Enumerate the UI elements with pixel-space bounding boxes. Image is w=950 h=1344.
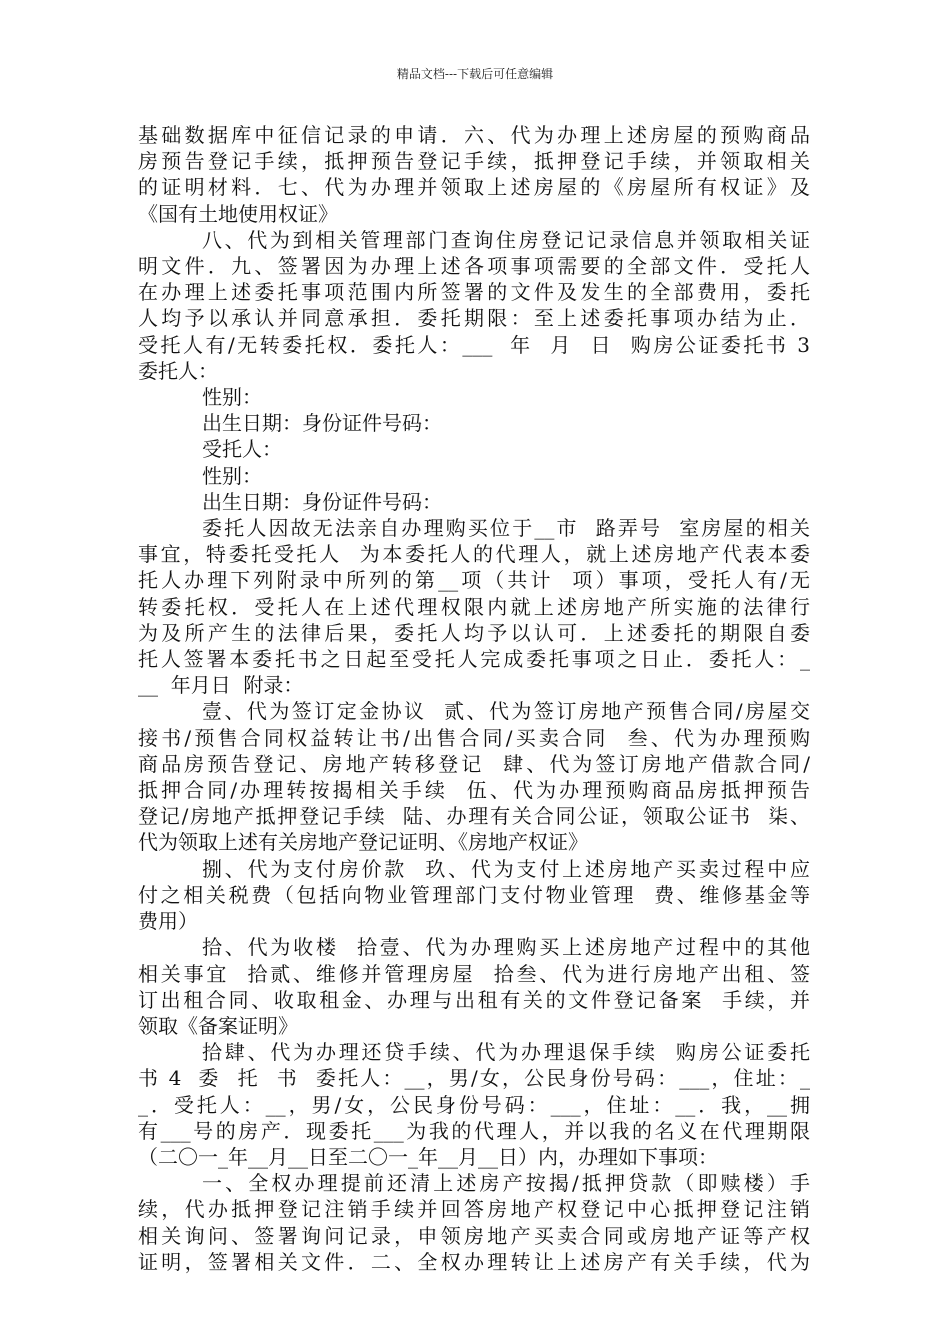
form-field-line: 性别： [202, 385, 262, 410]
text-line: 房预告登记手续，抵押预告登记手续，抵押登记手续，并领取相关 [138, 149, 810, 174]
text-line: （二〇一_年__月__日至二〇一_年__月__日）内，办理如下事项： [138, 1144, 718, 1169]
paragraph-start-line: 壹、代为签订定金协议 贰、代为签订房地产预售合同/房屋交 [202, 699, 810, 724]
text-line: 抵押合同/办理转按揭相关手续 伍、代为办理预购商品房抵押预告 [138, 778, 810, 803]
form-field-line: 出生日期：身份证件号码： [202, 411, 442, 436]
form-field-line: 性别： [202, 463, 262, 488]
text-line: 在办理上述委托事项范围内所签署的文件及发生的全部费用，委托 [138, 280, 810, 305]
text-line: 费用） [138, 909, 198, 934]
text-line: 基础数据库中征信记录的申请．六、代为办理上述房屋的预购商品 [138, 123, 810, 147]
text-line: 付之相关税费（包括向物业管理部门支付物业管理 费、维修基金等 [138, 882, 810, 907]
document-body [138, 122, 810, 1275]
text-line: 领取《备案证明》 [138, 1013, 298, 1038]
page-header: 精品文档---下载后可任意编辑 [396, 67, 554, 81]
text-line: 受托人有/无转委托权．委托人：___ 年 月 日 购房公证委托书 3 [138, 332, 810, 357]
text-line: 《国有土地使用权证》 [138, 201, 338, 226]
text-line: __ 年月日 附录： [138, 673, 304, 698]
text-line: 书 4 委 托 书 委托人：__，男/女，公民身份号码：___，住址：_ [138, 1066, 810, 1091]
paragraph-start-line: 八、代为到相关管理部门查询住房登记记录信息并领取相关证 [202, 227, 810, 252]
text-line: 续，代办抵押登记注销手续并回答房地产权登记中心抵押登记注销 [138, 1197, 810, 1222]
paragraph-start-line: 拾、代为收楼 拾壹、代为办理购买上述房地产过程中的其他 [202, 935, 810, 960]
text-line: 接书/预售合同权益转让书/出售合同/买卖合同 叁、代为办理预购 [138, 725, 810, 750]
text-line: 托人签署本委托书之日起至受托人完成委托事项之日止．委托人：_ [138, 647, 810, 672]
text-line: 订出租合同、收取租金、办理与出租有关的文件登记备案 手续，并 [138, 987, 810, 1012]
paragraph-start-line: 捌、代为支付房价款 玖、代为支付上述房地产买卖过程中应 [202, 856, 810, 881]
paragraph-start-line: 一、全权办理提前还清上述房产按揭/抵押贷款（即赎楼）手 [202, 1171, 810, 1196]
text-line: 人均予以承认并同意承担．委托期限：至上述委托事项办结为止． [138, 306, 810, 331]
text-line: 明文件．九、签署因为办理上述各项事项需要的全部文件．受托人 [138, 254, 810, 279]
text-line: 证明，签署相关文件．二、全权办理转让上述房产有关手续，代为 [138, 1249, 810, 1274]
paragraph-start-line: 拾肆、代为办理还贷手续、代为办理退保手续 购房公证委托 [202, 1040, 810, 1065]
text-line: _．受托人：__，男/女，公民身份号码：___，住址：__．我，__拥 [138, 1092, 810, 1117]
text-line: 登记/房地产抵押登记手续 陆、办理有关合同公证，领取公证书 柒、 [138, 804, 810, 829]
form-field-line: 受托人： [202, 437, 282, 462]
text-line: 托人办理下列附录中所列的第__项（共计 项）事项，受托人有/无 [138, 568, 810, 593]
form-field-line: 出生日期：身份证件号码： [202, 489, 442, 514]
text-line: 有___号的房产．现委托___为我的代理人，并以我的名义在代理期限 [138, 1118, 810, 1143]
text-line: 的证明材料．七、代为办理并领取上述房屋的《房屋所有权证》及 [138, 175, 810, 200]
paragraph-start-line: 委托人因故无法亲自办理购买位于__市 路弄号 室房屋的相关 [202, 516, 810, 541]
text-line: 转委托权．受托人在上述代理权限内就上述房地产所实施的法律行 [138, 594, 810, 619]
text-line: 为及所产生的法律后果，委托人均予以认可．上述委托的期限自委 [138, 620, 810, 645]
text-line: 相关询问、签署询问记录，申领房地产买卖合同或房地产证等产权 [138, 1223, 810, 1248]
text-line: 事宜，特委托受托人 为本委托人的代理人，就上述房地产代表本委 [138, 542, 810, 567]
text-line: 相关事宜 拾贰、维修并管理房屋 拾叁、代为进行房地产出租、签 [138, 961, 810, 986]
text-line: 商品房预告登记、房地产转移登记 肆、代为签订房地产借款合同/ [138, 751, 810, 776]
text-line: 代为领取上述有关房地产登记证明、《房地产权证》 [138, 830, 588, 855]
text-line: 委托人： [138, 358, 218, 383]
